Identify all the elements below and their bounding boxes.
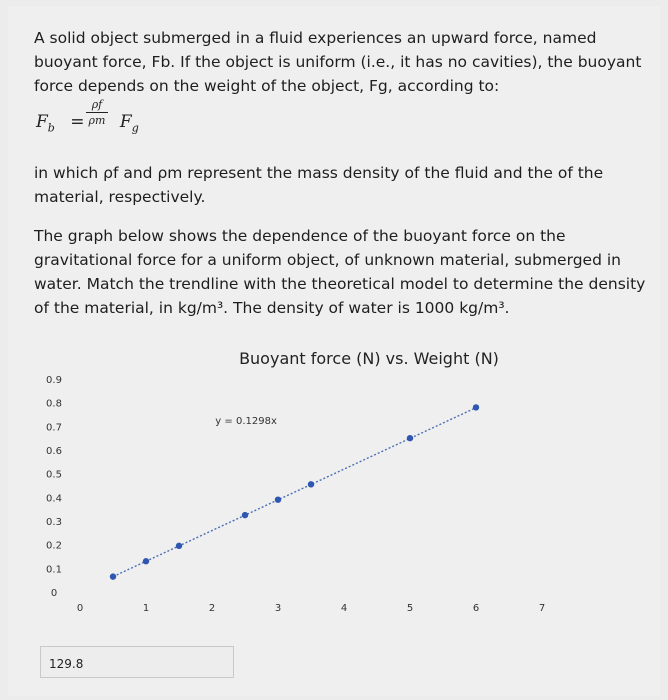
y-tick-label: 0.6 <box>46 446 62 457</box>
data-point <box>110 573 116 579</box>
intro-paragraph: A solid object submerged in a fluid experiences an upward force, named buoyant force, Fb. If the object is uniform (i.e., it has no cavities), the buoyant force depends on the weight of the object, Fg, according to: <box>34 29 642 95</box>
buoyancy-formula <box>36 98 139 135</box>
x-tick-label: 7 <box>538 603 546 614</box>
x-tick-label: 0 <box>76 603 84 614</box>
data-point <box>176 543 182 549</box>
y-tick-label: 0.9 <box>46 375 62 386</box>
data-point <box>473 404 479 410</box>
formula-lhs: F <box>36 112 48 132</box>
data-point <box>242 512 248 518</box>
x-tick-label: 2 <box>208 603 216 614</box>
data-point <box>308 481 314 487</box>
y-tick-label: 0.2 <box>46 540 62 552</box>
x-tick-label: 6 <box>472 603 480 614</box>
x-tick-label: 1 <box>142 603 150 614</box>
formula-lhs-sub: b <box>47 121 55 135</box>
chart-title: Buoyant force (N) vs. Weight (N) <box>239 349 499 368</box>
formula-fraction <box>86 98 108 127</box>
trendline-label: y = 0.1298x <box>215 415 277 427</box>
y-tick-label: 0.3 <box>46 517 62 528</box>
data-point <box>143 558 149 564</box>
formula-numerator: ρf <box>91 98 103 111</box>
task-paragraph: The graph below shows the dependence of the buoyant force on the gravitational force for a uniform object, of unknown material, submerged in water. Match the trendline with the theoretical model to determine the density of the material, in kg/m³. The density of water is 1000 kg/m³. <box>34 227 646 317</box>
x-tick-label: 3 <box>274 603 282 614</box>
data-point <box>407 435 413 441</box>
y-tick-label: 0.1 <box>46 564 62 576</box>
chart <box>34 341 659 631</box>
y-tick-label: 0.5 <box>46 469 62 481</box>
x-tick-label: 4 <box>340 603 348 614</box>
y-tick-label: 0.7 <box>46 422 62 434</box>
y-tick-label: 0.8 <box>46 398 62 410</box>
question-panel <box>8 6 660 696</box>
x-tick-label: 5 <box>406 603 414 614</box>
definition-paragraph: in which ρf and ρm represent the mass density of the fluid and the of the material, respectively. <box>34 164 604 206</box>
formula-rhs-sub: g <box>131 121 139 135</box>
y-tick-label: 0.4 <box>46 493 62 505</box>
trendline <box>113 408 476 577</box>
formula-equals: = <box>70 112 85 132</box>
formula-denominator: ρm <box>88 114 106 127</box>
chart-svg <box>34 341 659 631</box>
formula-rhs: F <box>119 112 132 132</box>
y-tick-label: 0 <box>50 588 58 599</box>
answer-field[interactable]: 129.8 <box>40 646 234 678</box>
data-point <box>275 497 281 503</box>
